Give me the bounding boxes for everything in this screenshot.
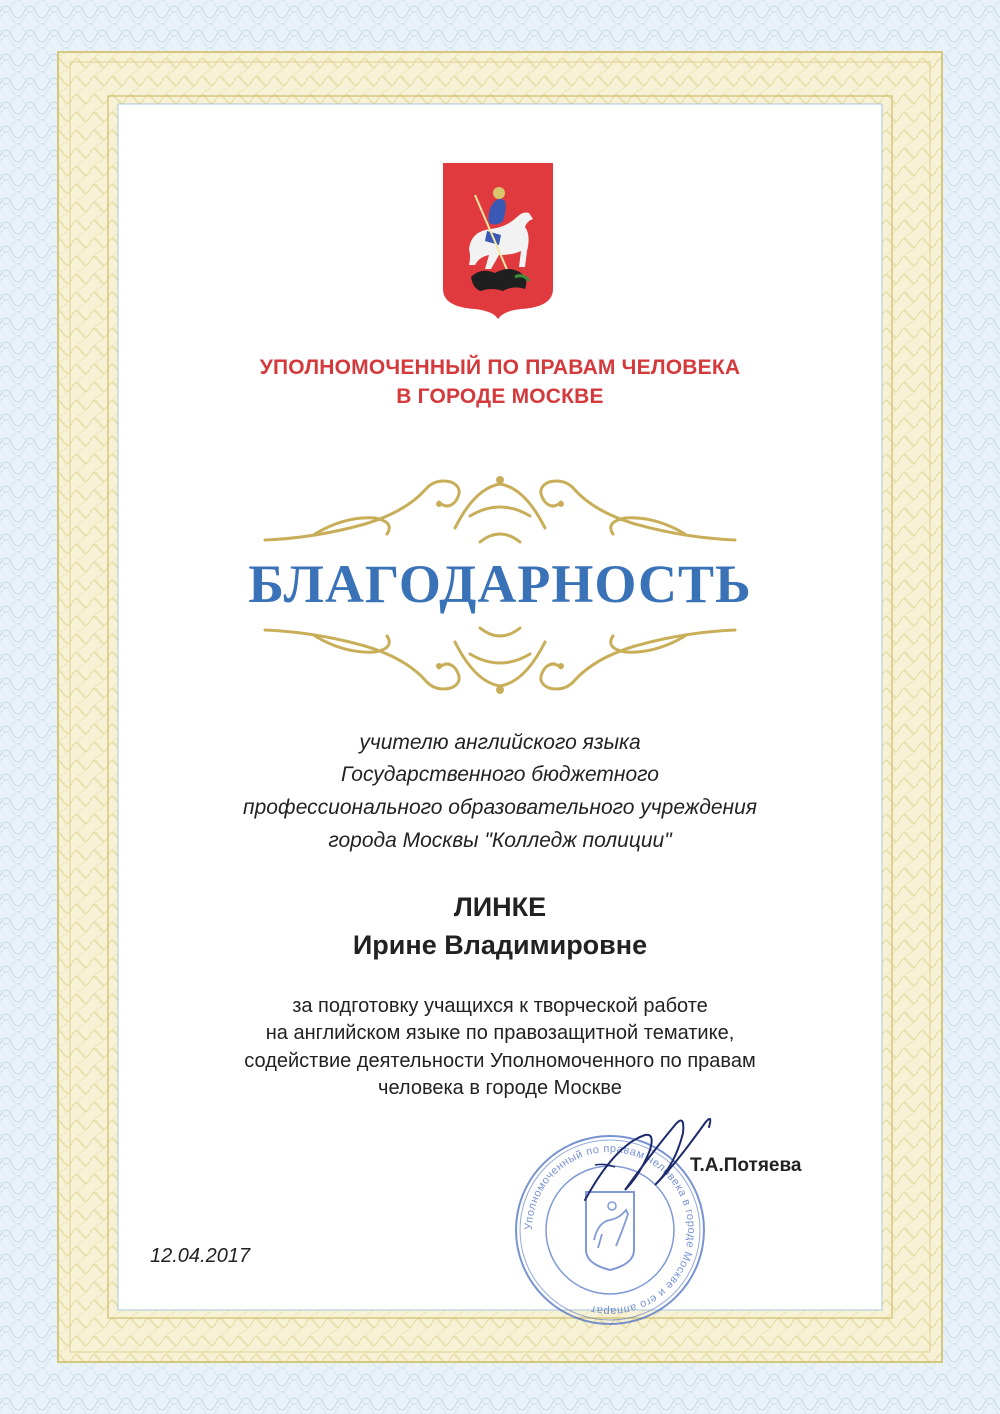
ornament-top-icon — [255, 468, 745, 548]
recipient-line-2: Государственного бюджетного — [341, 763, 659, 786]
recipient-line-1: учителю английского языка — [359, 731, 641, 754]
reason-line-2: на английском языке по правозащитной тематике, — [265, 1022, 735, 1044]
organization-title-line2: В ГОРОДЕ МОСКВЕ — [396, 385, 604, 408]
moscow-coat-of-arms-icon — [441, 161, 555, 321]
issue-date: 12.04.2017 — [150, 1245, 251, 1267]
signer-name: Т.А.Потяева — [690, 1155, 802, 1176]
stamp-text: Уполномоченный по правам человека в городе Москве и его аппарат — [522, 1142, 698, 1318]
recipient-line-3: профессионального образовательного учреждения — [243, 796, 757, 819]
reason-line-1: за подготовку учащихся к творческой работе — [292, 995, 708, 1017]
ornament-bottom-icon — [255, 622, 745, 702]
recipient-surname: ЛИНКЕ — [453, 892, 547, 922]
recipient-line-4: города Москвы "Колледж полиции" — [328, 829, 672, 852]
reason-line-3: содействие деятельности Уполномоченного по правам — [244, 1050, 756, 1072]
reason-line-4: человека в городе Москве — [378, 1077, 622, 1099]
organization-title-line1: УПОЛНОМОЧЕННЫЙ ПО ПРАВАМ ЧЕЛОВЕКА — [259, 356, 741, 379]
certificate-title: БЛАГОДАРНОСТЬ — [248, 554, 752, 614]
recipient-given-names: Ирине Владимировне — [352, 930, 648, 960]
